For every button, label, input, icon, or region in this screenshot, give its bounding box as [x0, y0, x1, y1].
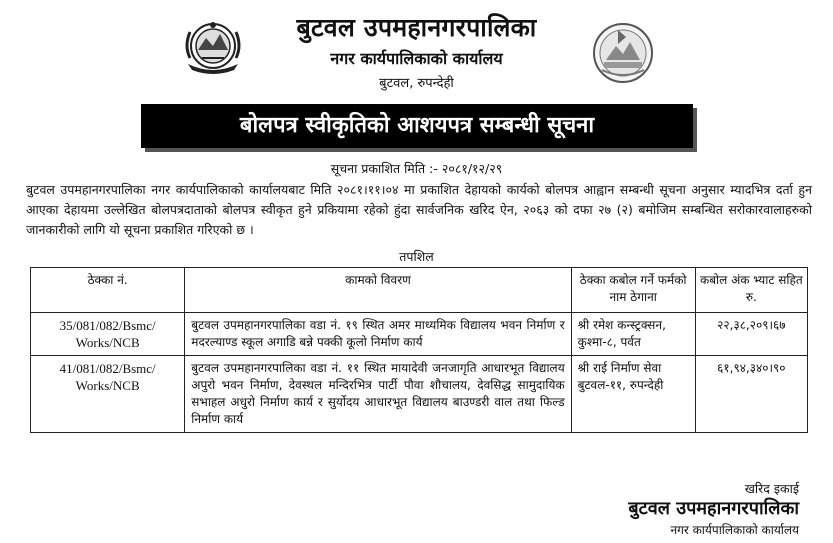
work-description: बुटवल उपमहानगरपालिका वडा नं. १९ स्थित अमर माध्यमिक विद्यालय भवन निर्माण र मदरल्याण्ड स्कूल अगाडि बन्ने पक्की कूलो निर्माण कार्य: [185, 313, 571, 356]
firm-name-address: श्री राई निर्माण सेवा बुटवल-११, रुपन्देही: [571, 356, 695, 433]
office-subtitle: नगर कार्यपालिकाको कार्यालय: [330, 49, 503, 68]
notice-body: बुटवल उपमहानगरपालिका नगर कार्यपालिकाको कार्यालयबाट मिति २०८१।११।०४ मा प्रकाशित देहायको कार्यको बोलपत्र आह्वान सम्बन्धी सूचना अनुसार म्यादभित्र दर्ता हुन आएका देहायमा उल्लेखित बोलपत्रदाताको बोलपत्र स्वीकृत हुने प्रकियामा रहेको हुंदा सार्वजनिक खरिद ऐन, २०६३ को दफा २७ (२) बमोजिम सम्बन्धित सरोकारवालाहरुको जानकारीको लागि यो सूचना प्रकाशित गरिएको छ ।: [26, 182, 812, 237]
header-description: कामको विवरण: [185, 268, 571, 313]
header-firm: ठेक्का कबोल गर्ने फर्मको नाम ठेगाना: [571, 268, 695, 313]
signature-municipality: बुटवल उपमहानगरपालिका: [628, 498, 799, 519]
publication-date: सूचना प्रकाशित मिति :- २०८१/१२/२९: [330, 161, 503, 176]
table-header-row: [31, 268, 808, 313]
contract-table: [30, 267, 808, 433]
work-description: बुटवल उपमहानगरपालिका वडा नं. ११ स्थित मायादेवी जनजागृति आधारभूत विद्यालय अपुरो भवन निर्माण, देवस्थल मन्दिरभित्र पार्टी पौवा शौचालय, देवसिद्ध सामुदायिक सभाहल अधुरो निर्माण कार्य र सुर्योदय आधारभूत विद्यालय बाउण्डरी वाल तथा फिल्ड निर्माण कार्य: [185, 356, 571, 433]
notice-title: बोलपत्र स्वीकृतिको आशयपत्र सम्बन्धी सूचना: [141, 104, 693, 148]
table-row: [31, 356, 808, 433]
header-contract-no: ठेक्का नं.: [31, 268, 185, 313]
bid-amount: २२,३८,२०९।६७: [695, 313, 807, 356]
office-title: बुटवल उपमहानगरपालिका: [296, 13, 537, 42]
contract-number: 35/081/082/Bsmc/ Works/NCB: [31, 313, 185, 356]
signature-office: नगर कार्यपालिकाको कार्यालय: [670, 523, 799, 537]
firm-name-address: श्री रमेश कन्स्ट्रक्सन, कुश्मा-८, पर्वत: [571, 313, 695, 356]
bid-amount: ६१,९४,३४०।९०: [695, 356, 807, 433]
contract-number: 41/081/082/Bsmc/ Works/NCB: [31, 356, 185, 433]
table-row: [31, 313, 808, 356]
schedule-title: तपशिल: [399, 249, 434, 264]
header-amount: कबोल अंक भ्याट सहित रु.: [695, 268, 807, 313]
procurement-unit: खरिद इकाई: [744, 481, 799, 496]
office-location: बुटवल, रुपन्देही: [379, 76, 454, 91]
